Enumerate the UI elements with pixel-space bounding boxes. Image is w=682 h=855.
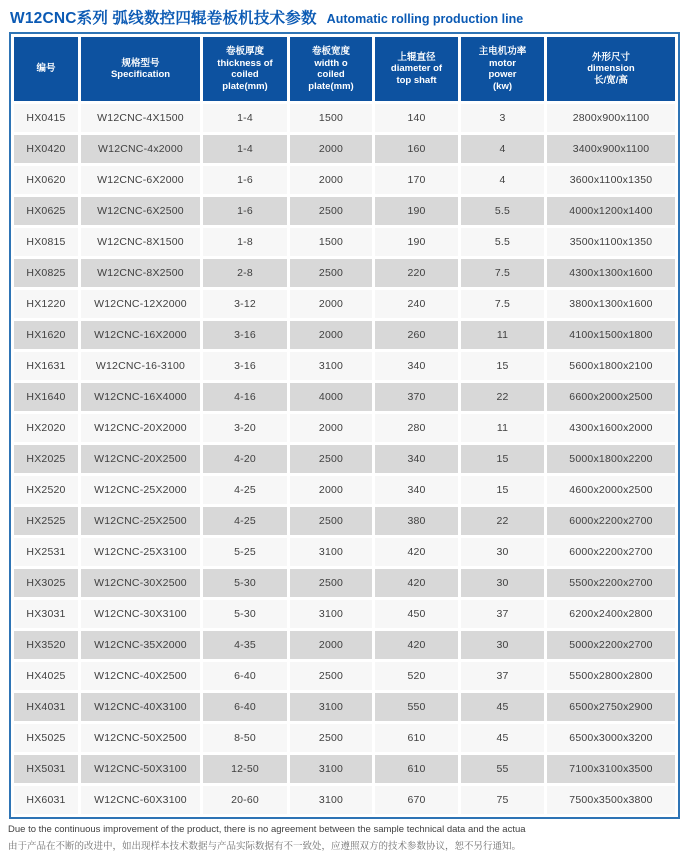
table-cell: 30 (461, 569, 544, 597)
table-cell: 5.5 (461, 197, 544, 225)
table-cell: W12CNC-30X2500 (81, 569, 200, 597)
column-header: 规格型号 Specification (81, 37, 200, 101)
table-cell: 30 (461, 631, 544, 659)
table-row (14, 476, 675, 504)
table-cell: 4-16 (203, 383, 287, 411)
spec-table (9, 32, 680, 819)
table-cell: 37 (461, 662, 544, 690)
table-cell: W12CNC-25X2000 (81, 476, 200, 504)
table-cell: 3100 (290, 352, 372, 380)
table-cell: HX1620 (14, 321, 78, 349)
table-cell: 380 (375, 507, 458, 535)
table-cell: 2000 (290, 166, 372, 194)
table-cell: 6000x2200x2700 (547, 538, 675, 566)
table-cell: W12CNC-25X2500 (81, 507, 200, 535)
table-cell: 37 (461, 600, 544, 628)
table-cell: HX2520 (14, 476, 78, 504)
table-cell: 2500 (290, 507, 372, 535)
table-cell: W12CNC-20X2000 (81, 414, 200, 442)
table-cell: 550 (375, 693, 458, 721)
table-cell: 45 (461, 724, 544, 752)
column-header: 编号 (14, 37, 78, 101)
table-cell: 2000 (290, 414, 372, 442)
table-cell: 4000 (290, 383, 372, 411)
table-cell: 3-16 (203, 321, 287, 349)
table-cell: HX2531 (14, 538, 78, 566)
table-cell: 340 (375, 476, 458, 504)
table-cell: 4300x1300x1600 (547, 259, 675, 287)
table-cell: W12CNC-50X2500 (81, 724, 200, 752)
table-cell: 260 (375, 321, 458, 349)
table-cell: 420 (375, 569, 458, 597)
table-cell: W12CNC-4x2000 (81, 135, 200, 163)
column-header: 上辊直径 diameter of top shaft (375, 37, 458, 101)
table-cell: HX3520 (14, 631, 78, 659)
table-cell: 22 (461, 507, 544, 535)
table-cell: 6500x2750x2900 (547, 693, 675, 721)
table-cell: 190 (375, 228, 458, 256)
table-cell: 5-30 (203, 600, 287, 628)
table-cell: 4-20 (203, 445, 287, 473)
table-row (14, 104, 675, 132)
table-cell: 3800x1300x1600 (547, 290, 675, 318)
table-cell: 1500 (290, 228, 372, 256)
table-cell: 6000x2200x2700 (547, 507, 675, 535)
table-cell: 2500 (290, 197, 372, 225)
table-cell: 2000 (290, 631, 372, 659)
table-row (14, 259, 675, 287)
table-cell: 3400x900x1100 (547, 135, 675, 163)
table-row (14, 693, 675, 721)
table-cell: HX0415 (14, 104, 78, 132)
column-header: 主电机功率 motor power (kw) (461, 37, 544, 101)
table-cell: 160 (375, 135, 458, 163)
table-cell: 12-50 (203, 755, 287, 783)
table-cell: HX0625 (14, 197, 78, 225)
page-title (0, 0, 682, 28)
table-row (14, 631, 675, 659)
table-cell: W12CNC-12X2000 (81, 290, 200, 318)
table-cell: 15 (461, 476, 544, 504)
table-cell: 4-25 (203, 476, 287, 504)
table-cell: 3600x1100x1350 (547, 166, 675, 194)
table-cell: 5000x1800x2200 (547, 445, 675, 473)
table-cell: HX3025 (14, 569, 78, 597)
table-cell: 3100 (290, 538, 372, 566)
table-cell: 3-16 (203, 352, 287, 380)
table-cell: 3-12 (203, 290, 287, 318)
table-cell: W12CNC-6X2000 (81, 166, 200, 194)
table-cell: 2000 (290, 290, 372, 318)
table-cell: W12CNC-16X4000 (81, 383, 200, 411)
table-row (14, 569, 675, 597)
table-cell: 2800x900x1100 (547, 104, 675, 132)
table-row (14, 755, 675, 783)
table-cell: HX6031 (14, 786, 78, 814)
table-cell: 7.5 (461, 290, 544, 318)
table-cell: 5.5 (461, 228, 544, 256)
table-cell: W12CNC-30X3100 (81, 600, 200, 628)
table-cell: 2000 (290, 135, 372, 163)
table-cell: W12CNC-16X2000 (81, 321, 200, 349)
table-cell: 6200x2400x2800 (547, 600, 675, 628)
table-cell: 5500x2800x2800 (547, 662, 675, 690)
table-cell: 2000 (290, 321, 372, 349)
table-cell: 2000 (290, 476, 372, 504)
table-cell: W12CNC-25X3100 (81, 538, 200, 566)
table-row (14, 724, 675, 752)
table-cell: W12CNC-50X3100 (81, 755, 200, 783)
table-row (14, 507, 675, 535)
table-cell: 6-40 (203, 693, 287, 721)
table-cell: 1-4 (203, 135, 287, 163)
table-cell: 6-40 (203, 662, 287, 690)
table-cell: 4000x1200x1400 (547, 197, 675, 225)
table-cell: 3-20 (203, 414, 287, 442)
table-cell: 6600x2000x2500 (547, 383, 675, 411)
table-cell: 2500 (290, 569, 372, 597)
table-cell: 520 (375, 662, 458, 690)
table-cell: 5-25 (203, 538, 287, 566)
column-header: 外形尺寸 dimension 长/宽/高 (547, 37, 675, 101)
table-cell: HX1640 (14, 383, 78, 411)
table-cell: 7500x3500x3800 (547, 786, 675, 814)
table-cell: 670 (375, 786, 458, 814)
table-cell: 240 (375, 290, 458, 318)
table-cell: HX0825 (14, 259, 78, 287)
table-row (14, 786, 675, 814)
table-header-row (14, 37, 675, 101)
table-cell: HX2025 (14, 445, 78, 473)
table-cell: 2500 (290, 724, 372, 752)
table-row (14, 445, 675, 473)
table-cell: 170 (375, 166, 458, 194)
table-cell: 2-8 (203, 259, 287, 287)
table-cell: 15 (461, 445, 544, 473)
table-row (14, 383, 675, 411)
table-cell: 1-6 (203, 197, 287, 225)
table-cell: HX4025 (14, 662, 78, 690)
table-cell: HX0420 (14, 135, 78, 163)
table-cell: 2500 (290, 259, 372, 287)
table-cell: 11 (461, 321, 544, 349)
table-cell: 280 (375, 414, 458, 442)
table-row (14, 197, 675, 225)
table-cell: 7100x3100x3500 (547, 755, 675, 783)
table-cell: HX5031 (14, 755, 78, 783)
table-cell: 4-35 (203, 631, 287, 659)
table-cell: 3100 (290, 755, 372, 783)
table-cell: 340 (375, 352, 458, 380)
table-cell: HX5025 (14, 724, 78, 752)
table-row (14, 290, 675, 318)
table-cell: 15 (461, 352, 544, 380)
table-row (14, 228, 675, 256)
footer-note-english: Due to the continuous improvement of the product, there is no agreement between the sample technical data and the actua (8, 824, 526, 835)
table-cell: HX3031 (14, 600, 78, 628)
table-cell: 1-6 (203, 166, 287, 194)
table-cell: 140 (375, 104, 458, 132)
table-row (14, 321, 675, 349)
table-cell: 1-4 (203, 104, 287, 132)
table-cell: W12CNC-60X3100 (81, 786, 200, 814)
table-row (14, 414, 675, 442)
table-cell: 5600x1800x2100 (547, 352, 675, 380)
table-cell: 4600x2000x2500 (547, 476, 675, 504)
column-header: 卷板宽度 width o coiled plate(mm) (290, 37, 372, 101)
table-cell: 20-60 (203, 786, 287, 814)
table-cell: W12CNC-35X2000 (81, 631, 200, 659)
table-cell: 450 (375, 600, 458, 628)
table-cell: W12CNC-20X2500 (81, 445, 200, 473)
table-cell: 370 (375, 383, 458, 411)
table-cell: 11 (461, 414, 544, 442)
table-cell: HX0815 (14, 228, 78, 256)
table-row (14, 600, 675, 628)
table-cell: 3100 (290, 693, 372, 721)
table-cell: W12CNC-40X2500 (81, 662, 200, 690)
table-cell: 1500 (290, 104, 372, 132)
table-cell: 8-50 (203, 724, 287, 752)
table-cell: 55 (461, 755, 544, 783)
table-cell: 610 (375, 724, 458, 752)
table-cell: W12CNC-4X1500 (81, 104, 200, 132)
table-cell: HX1220 (14, 290, 78, 318)
table-cell: 4-25 (203, 507, 287, 535)
table-row (14, 166, 675, 194)
table-cell: HX0620 (14, 166, 78, 194)
table-row (14, 352, 675, 380)
table-cell: 420 (375, 631, 458, 659)
table-row (14, 662, 675, 690)
table-cell: 1-8 (203, 228, 287, 256)
table-row (14, 538, 675, 566)
table-cell: 30 (461, 538, 544, 566)
table-cell: 5500x2200x2700 (547, 569, 675, 597)
table-cell: 3 (461, 104, 544, 132)
table-cell: W12CNC-8X1500 (81, 228, 200, 256)
table-cell: 420 (375, 538, 458, 566)
table-cell: 2500 (290, 445, 372, 473)
footer-note-chinese: 由于产品在不断的改进中，如出现样本技术数据与产品实际数据有不一致处，应遵照双方的技术参数协议，恕不另行通知。 (8, 841, 522, 852)
table-cell: 3100 (290, 600, 372, 628)
table-cell: W12CNC-6X2500 (81, 197, 200, 225)
table-cell: 4100x1500x1800 (547, 321, 675, 349)
footer-note (8, 824, 682, 852)
table-cell: 45 (461, 693, 544, 721)
table-cell: W12CNC-40X3100 (81, 693, 200, 721)
table-cell: HX2525 (14, 507, 78, 535)
table-cell: W12CNC-16-3100 (81, 352, 200, 380)
table-cell: 4 (461, 135, 544, 163)
table-cell: 5000x2200x2700 (547, 631, 675, 659)
table-cell: 3500x1100x1350 (547, 228, 675, 256)
table-cell: HX2020 (14, 414, 78, 442)
table-cell: W12CNC-8X2500 (81, 259, 200, 287)
table-cell: HX1631 (14, 352, 78, 380)
page-title-english: Automatic rolling production line (326, 12, 524, 26)
table-cell: 5-30 (203, 569, 287, 597)
table-cell: HX4031 (14, 693, 78, 721)
table-cell: 6500x3000x3200 (547, 724, 675, 752)
column-header: 卷板厚度 thickness of coiled plate(mm) (203, 37, 287, 101)
table-cell: 610 (375, 755, 458, 783)
table-cell: 340 (375, 445, 458, 473)
page-title-chinese: W12CNC系列 弧线数控四辊卷板机技术参数 (10, 10, 317, 27)
table-cell: 22 (461, 383, 544, 411)
table-cell: 4300x1600x2000 (547, 414, 675, 442)
table-cell: 4 (461, 166, 544, 194)
table-cell: 2500 (290, 662, 372, 690)
table-cell: 190 (375, 197, 458, 225)
table-cell: 75 (461, 786, 544, 814)
table-cell: 3100 (290, 786, 372, 814)
table-row (14, 135, 675, 163)
table-cell: 7.5 (461, 259, 544, 287)
table-body (14, 104, 675, 814)
table-cell: 220 (375, 259, 458, 287)
